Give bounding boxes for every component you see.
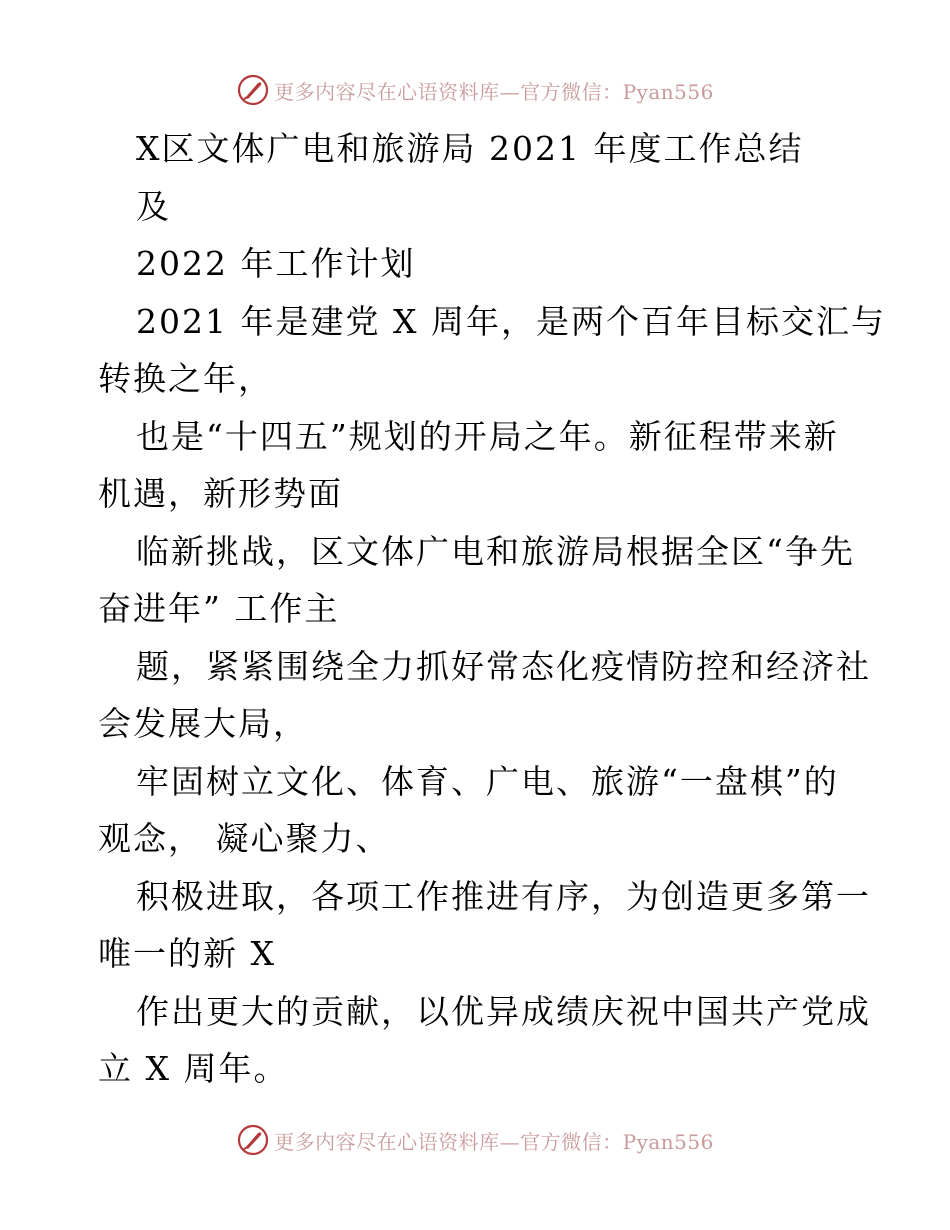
text-line: 也是“十四五”规划的开局之年。新征程带来新 bbox=[136, 416, 839, 456]
text-line: 牢固树立文化、体育、广电、旅游“一盘棋”的 bbox=[136, 761, 839, 801]
quill-circle-logo bbox=[236, 1123, 270, 1157]
text-line: 临新挑战，区文体广电和旅游局根据全区“争先 bbox=[136, 531, 855, 571]
text-line: 唯一的新 X bbox=[98, 934, 276, 973]
text-line: 作出更大的贡献，以优异成绩庆祝中国共产党成 bbox=[136, 991, 871, 1031]
text-line: 立 X 周年。 bbox=[98, 1049, 289, 1088]
text-line: 转换之年， bbox=[98, 359, 273, 398]
text-line: 奋进年” 工作主 bbox=[98, 589, 340, 628]
quill-circle-logo bbox=[236, 73, 270, 107]
text-line: 及 bbox=[136, 186, 171, 226]
text-line: 题，紧紧围绕全力抓好常态化疫情防控和经济社 bbox=[136, 646, 871, 686]
document-body bbox=[98, 120, 886, 1098]
text-line: 2022 年工作计划 bbox=[136, 244, 416, 283]
text-line: 2021 年是建党 X 周年，是两个百年目标交汇与 bbox=[136, 301, 886, 341]
text-line: X区文体广电和旅游局 2021 年度工作总结 bbox=[136, 129, 804, 168]
header-banner bbox=[0, 70, 950, 110]
banner-text: 更多内容尽在心语资料库—官方微信：Pyan556 bbox=[274, 1129, 714, 1154]
footer-banner bbox=[0, 1120, 950, 1160]
text-line: 机遇，新形势面 bbox=[98, 474, 343, 513]
text-line: 观念， 凝心聚力、 bbox=[98, 819, 391, 858]
banner-text: 更多内容尽在心语资料库—官方微信：Pyan556 bbox=[274, 79, 714, 104]
text-line: 积极进取，各项工作推进有序，为创造更多第一 bbox=[136, 876, 871, 916]
text-line: 会发展大局， bbox=[98, 704, 308, 743]
